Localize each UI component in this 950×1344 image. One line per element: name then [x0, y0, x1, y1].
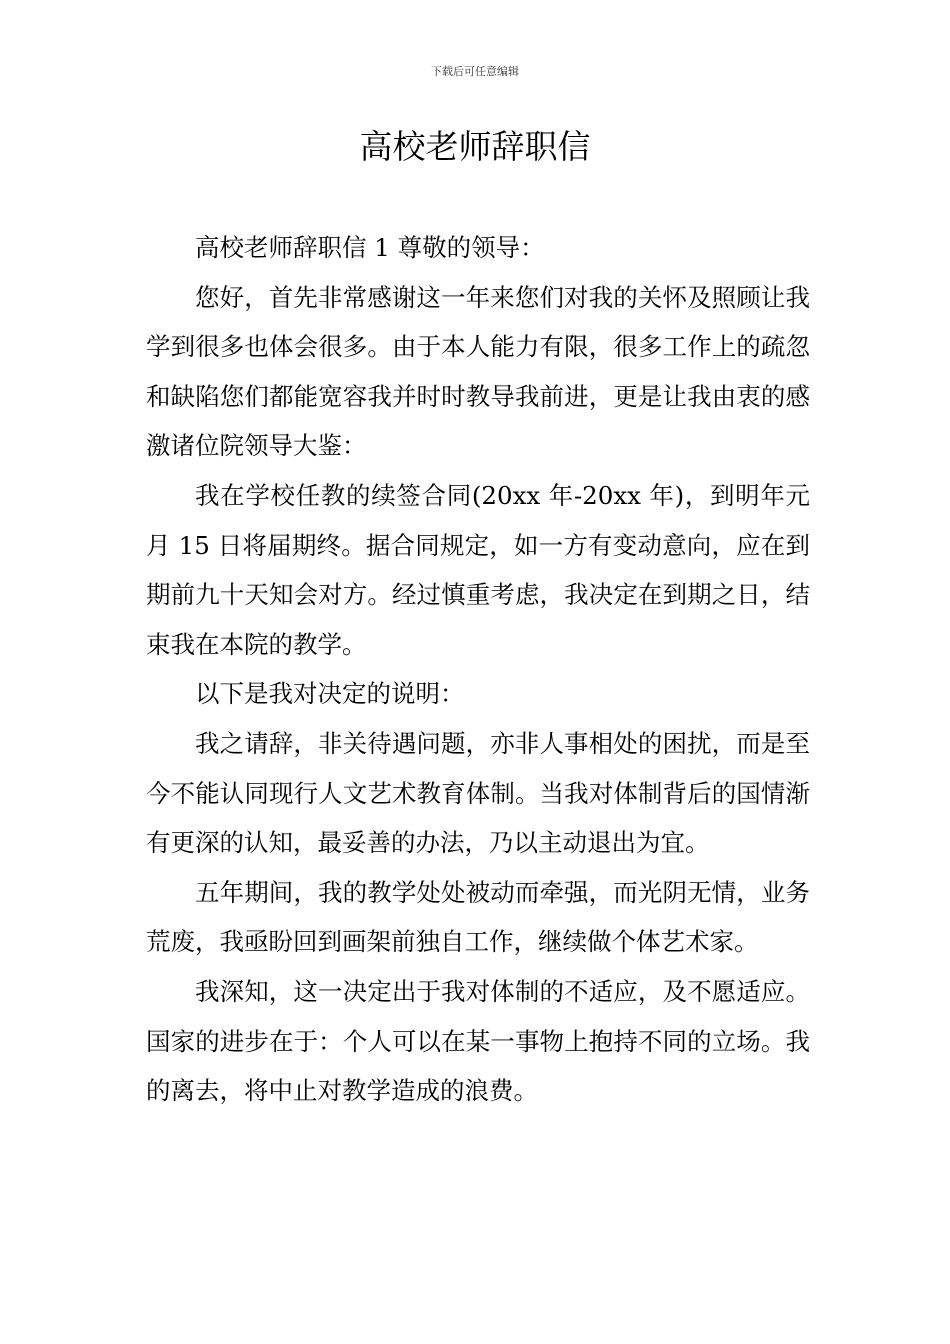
paragraph: 以下是我对决定的说明： — [195, 679, 465, 709]
document-title: 高校老师辞职信 — [359, 127, 591, 166]
paragraph-salutation: 高校老师辞职信 1 尊敬的领导： — [195, 233, 545, 262]
header-note: 下载后可任意编辑 — [431, 65, 519, 78]
paragraph: 五年期间，我的教学处处被动而牵强，而光阴无情，业务荒废，我亟盼回到画架前独自工作，继续做个体艺术家。 — [146, 877, 810, 957]
paragraph: 您好，首先非常感谢这一年来您们对我的关怀及照顾让我学到很多也体会很多。由于本人能力有限，很多工作上的疏忽和缺陷您们都能宽容我并时时教导我前进，更是让我由衷的感激诸位院领导大鉴： — [146, 282, 810, 461]
paragraph: 我之请辞，非关待遇问题，亦非人事相处的困扰，而是至今不能认同现行人文艺术教育体制。当我对体制背后的国情渐有更深的认知，最妥善的办法，乃以主动退出为宜。 — [146, 728, 810, 858]
document-body — [146, 223, 810, 1116]
paragraph: 我在学校任教的续签合同(20xx 年-20xx 年)，到明年元月 15 日将届期终。据合同规定，如一方有变动意向，应在到期前九十天知会对方。经过慎重考虑，我决定在到期之日，结束我在本院的教学。 — [146, 480, 810, 659]
paragraph: 我深知，这一决定出于我对体制的不适应，及不愿适应。国家的进步在于：个人可以在某一事物上抱持不同的立场。我的离去，将中止对教学造成的浪费。 — [146, 976, 810, 1106]
